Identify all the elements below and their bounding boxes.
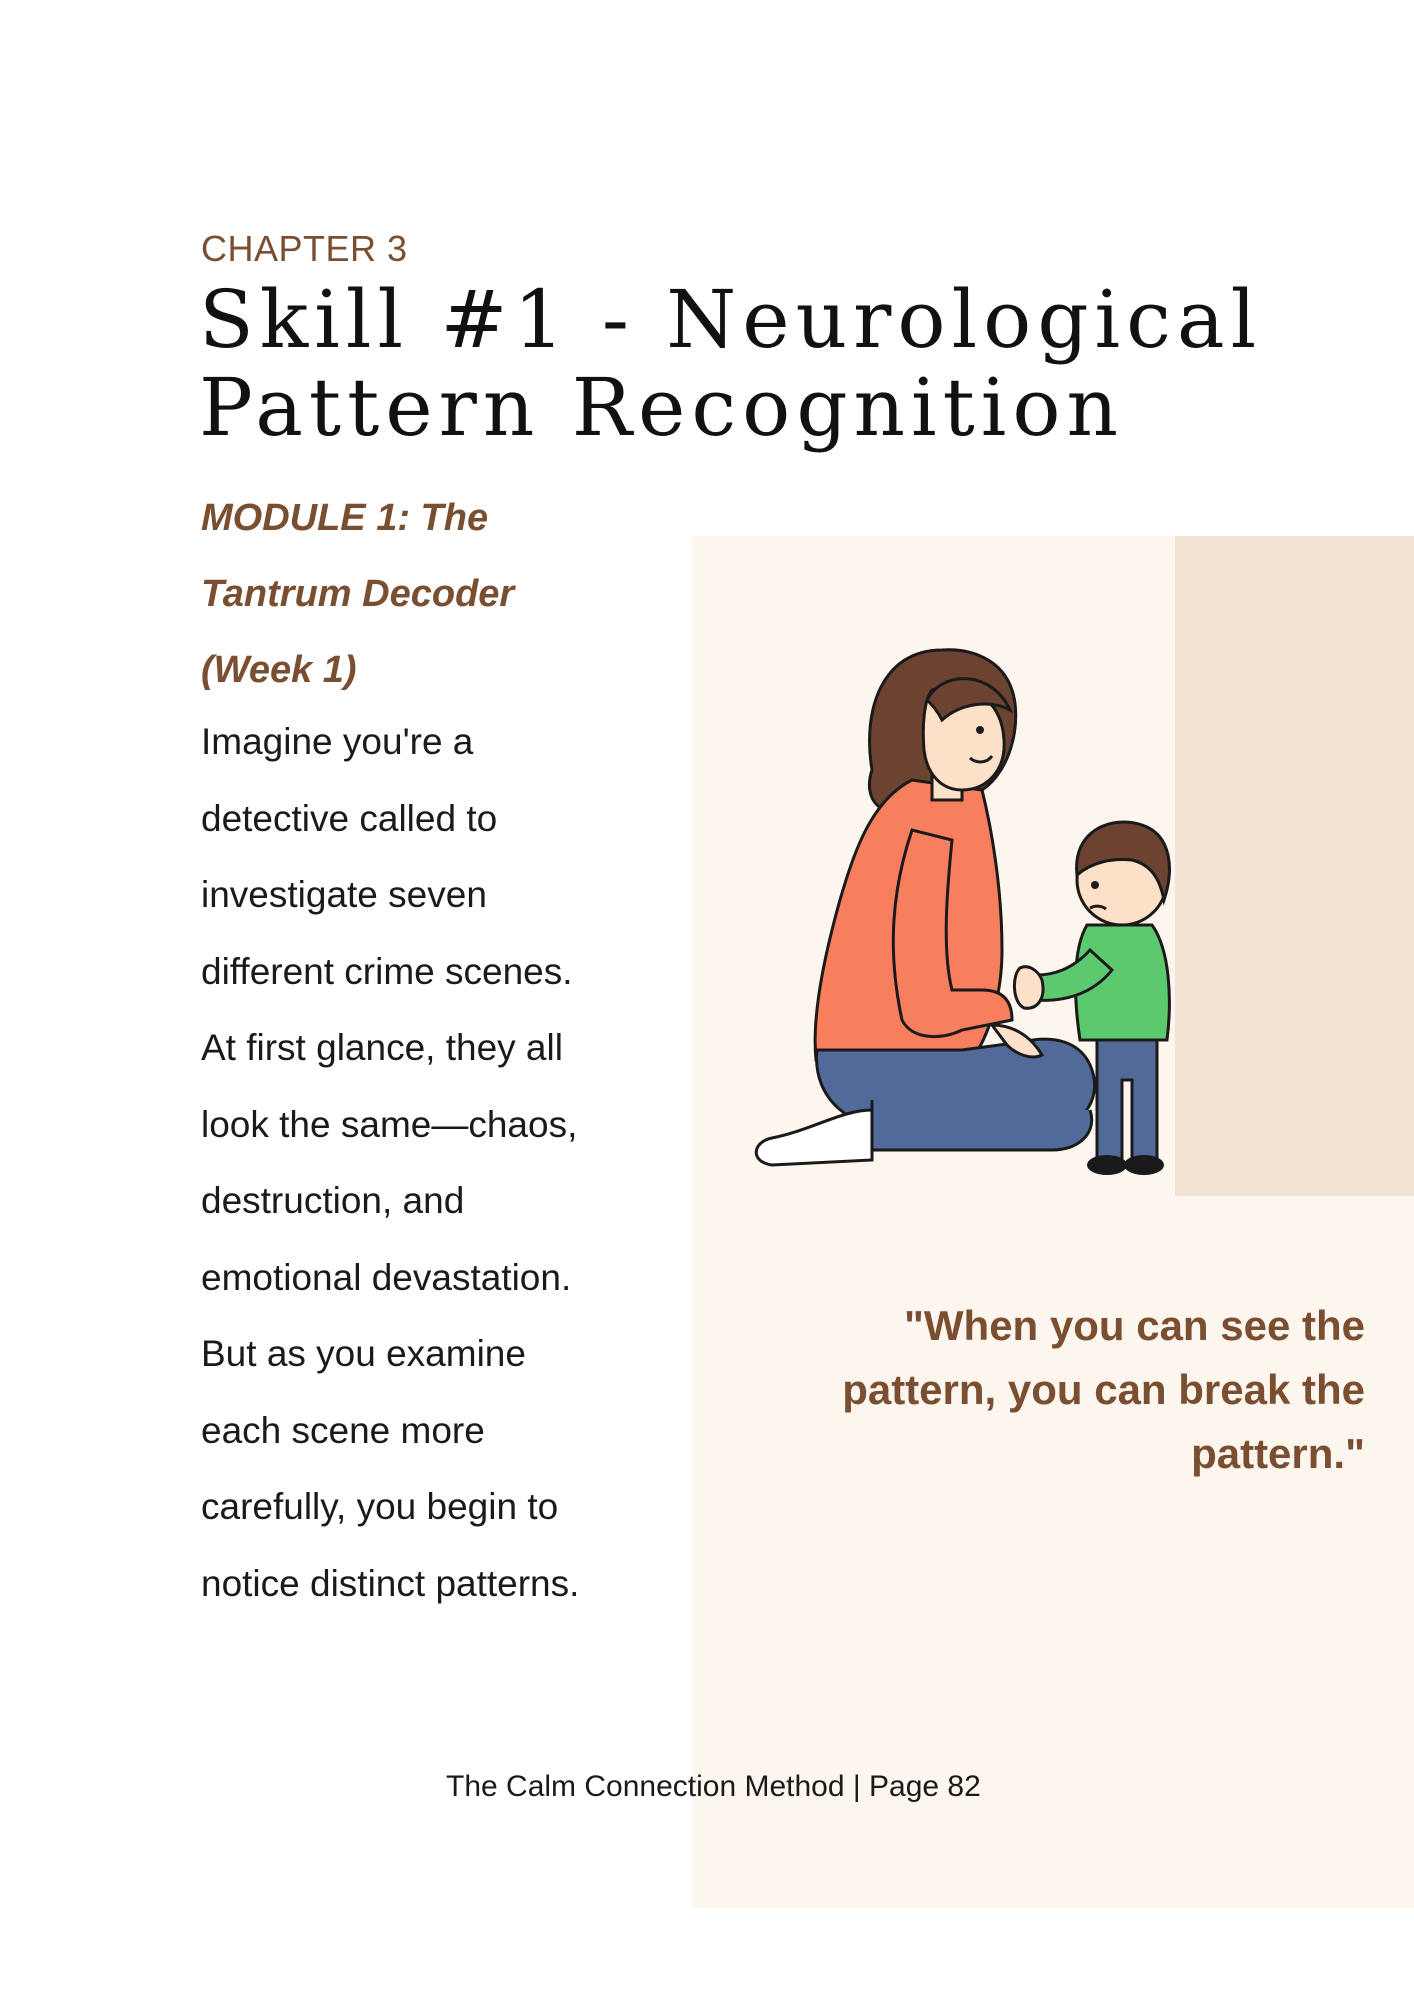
page-title: Skill #1 - Neurological Pattern Recognition [199,273,1263,454]
page-footer: The Calm Connection Method | Page 82 [446,1770,981,1803]
body-paragraph: Imagine you're a detective called to investigate seven different crime scenes. At first glance, they all look the same—chaos, destruction, and emotional devastation. But as you examine each scene more carefully, you begin to notice distinct patterns. [201,721,580,1604]
parent-kneeling-with-child-illustration [712,630,1292,1210]
chapter-label: CHAPTER 3 [201,228,408,269]
child-legs [1097,1035,1157,1160]
child-hands [1014,967,1043,1008]
pull-quote: "When you can see the pattern, you can break the pattern." [842,1302,1365,1477]
module-heading: MODULE 1: The Tantrum Decoder (Week 1) [201,497,515,691]
mother-foot [756,1110,872,1165]
